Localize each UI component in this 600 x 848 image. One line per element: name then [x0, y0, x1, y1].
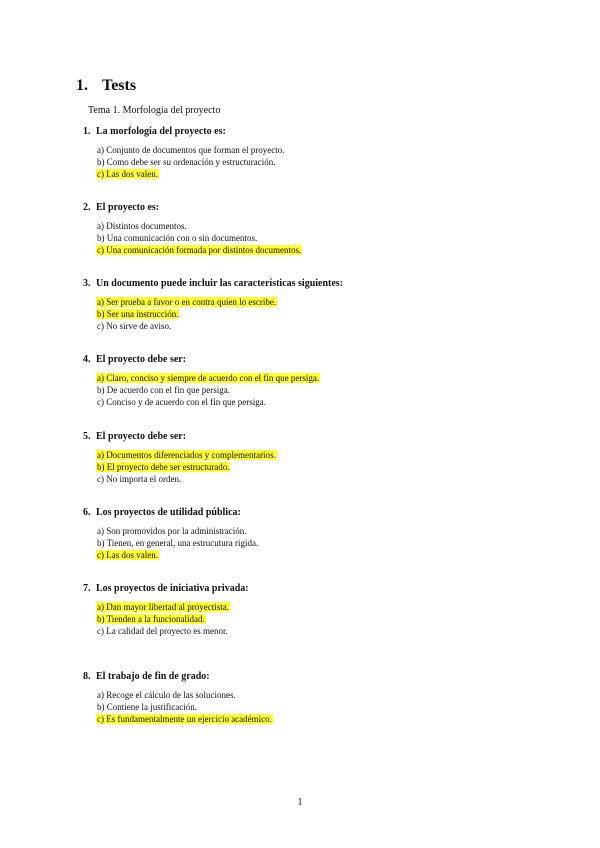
option-list — [83, 372, 523, 408]
option-text: c) La calidad del proyecto es menor. — [97, 626, 228, 636]
option-text: a) Claro, conciso y siempre de acuerdo con el fin que persiga. — [97, 373, 320, 383]
option-text: b) Contiene la justificación. — [97, 702, 197, 712]
option-text: b) Como debe ser su ordenación y estructuración. — [97, 157, 276, 167]
option-text: c) Las dos valen. — [97, 550, 158, 560]
option-list — [83, 449, 523, 485]
question-title — [83, 278, 523, 292]
option-list — [83, 601, 523, 637]
option-text: b) Tienen, en general, una estrucutura rígida. — [97, 538, 259, 548]
option-text: b) Tienden a la funcionalidad. — [97, 614, 205, 624]
question-title — [83, 431, 523, 445]
question-item — [83, 507, 523, 561]
question-number: 3. — [83, 278, 91, 289]
question-text: El proyecto debe ser: — [96, 431, 187, 442]
question-title — [83, 202, 523, 216]
question-title — [83, 507, 523, 521]
question-text: El proyecto debe ser: — [96, 354, 187, 365]
question-text: Los proyectos de iniciativa privada: — [96, 583, 249, 594]
option — [96, 689, 523, 701]
question-title — [83, 583, 523, 597]
option — [96, 220, 523, 232]
option-highlighted — [96, 549, 523, 561]
question-item — [83, 126, 523, 180]
question-number: 2. — [83, 202, 91, 213]
option-text: c) Es fundamentalmente un ejercicio académico. — [97, 714, 272, 724]
option — [96, 525, 523, 537]
option-text: b) El proyecto debe ser estructurado. — [97, 462, 230, 472]
option-highlighted — [96, 449, 523, 461]
option-text: a) Documentos diferenciados y complementarios. — [97, 450, 276, 460]
option-highlighted — [96, 244, 523, 256]
question-number: 5. — [83, 431, 91, 442]
question-item — [83, 583, 523, 637]
section-number: 1. — [76, 77, 88, 94]
option-text: c) No importa el orden. — [97, 474, 182, 484]
option-list — [83, 144, 523, 180]
option-highlighted — [96, 613, 523, 625]
option-highlighted — [96, 308, 523, 320]
question-number: 4. — [83, 354, 91, 365]
question-text: El proyecto es: — [96, 202, 160, 213]
question-text: Un documento puede incluir las características siguientes: — [96, 278, 344, 289]
question-number: 1. — [83, 126, 91, 137]
option — [96, 144, 523, 156]
question-text: La morfología del proyecto es: — [96, 126, 226, 137]
option — [96, 473, 523, 485]
question-item — [83, 431, 523, 485]
option-text: b) Una comunicación con o sin documentos. — [97, 233, 258, 243]
option-highlighted — [96, 713, 523, 725]
option — [96, 701, 523, 713]
option — [96, 156, 523, 168]
option — [96, 232, 523, 244]
option-text: a) Distintos documentos. — [97, 221, 187, 231]
option — [96, 396, 523, 408]
option-text: c) Una comunicación formada por distintos documentos. — [97, 245, 302, 255]
question-item — [83, 278, 523, 332]
question-text: Los proyectos de utilidad pública: — [96, 507, 241, 518]
option-text: a) Ser prueba a favor o en contra quien lo escribe. — [97, 297, 277, 307]
option-text: b) De acuerdo con el fin que persiga. — [97, 385, 230, 395]
option-list — [83, 220, 523, 256]
option-text: b) Ser una instrucción. — [97, 309, 179, 319]
option-highlighted — [96, 372, 523, 384]
option-text: a) Dan mayor libertad al proyectista. — [97, 602, 229, 612]
option-highlighted — [96, 461, 523, 473]
option-highlighted — [96, 601, 523, 613]
option-text: c) No sirve de aviso. — [97, 321, 172, 331]
question-number: 6. — [83, 507, 91, 518]
question-title — [83, 126, 523, 140]
page-number: 1 — [297, 797, 303, 808]
option-list — [83, 296, 523, 332]
option-list — [83, 525, 523, 561]
option-list — [83, 689, 523, 725]
option-text: a) Conjunto de documentos que forman el proyecto. — [97, 145, 285, 155]
option-text: a) Son promovidos por la administración. — [97, 526, 247, 536]
option-highlighted — [96, 168, 523, 180]
option — [96, 625, 523, 637]
option — [96, 537, 523, 549]
option-text: c) Las dos valen. — [97, 169, 158, 179]
section-title — [76, 77, 136, 95]
option-text: c) Conciso y de acuerdo con el fin que persiga. — [97, 397, 266, 407]
option-highlighted — [96, 296, 523, 308]
option — [96, 384, 523, 396]
question-item — [83, 671, 523, 725]
option — [96, 320, 523, 332]
question-number: 7. — [83, 583, 91, 594]
question-title — [83, 671, 523, 685]
question-title — [83, 354, 523, 368]
subtitle: Tema 1. Morfología del proyecto — [88, 105, 221, 116]
section-title-text: Tests — [102, 77, 137, 94]
question-item — [83, 202, 523, 256]
question-text: El trabajo de fin de grado: — [96, 671, 210, 682]
option-text: a) Recoge el cálculo de las soluciones. — [97, 690, 236, 700]
question-item — [83, 354, 523, 408]
question-number: 8. — [83, 671, 91, 682]
